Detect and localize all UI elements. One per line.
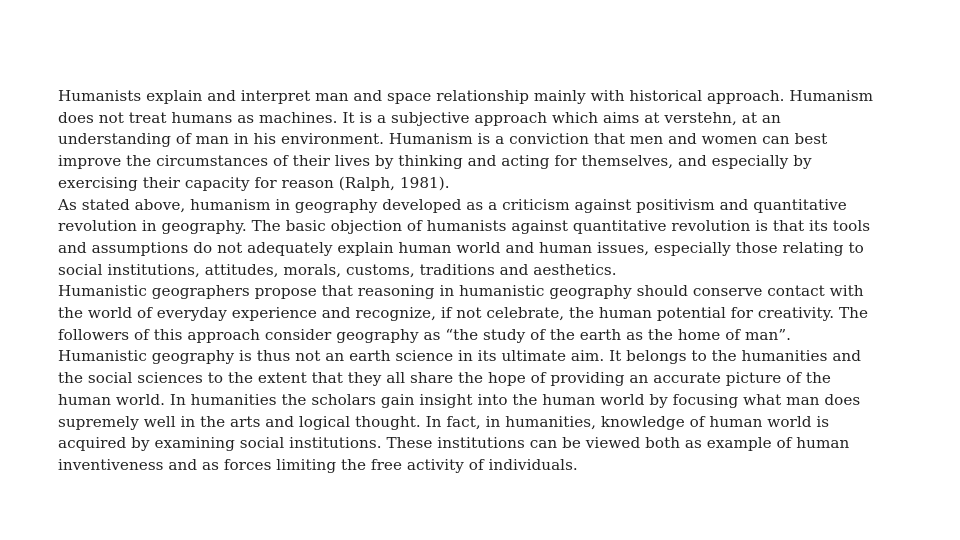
paragraph-everyday-experience: Humanistic geographers propose that reasoning in humanistic geography should conserve contact with the world of everyday experience and recognize, if not celebrate, the human potential for creativity. The followers of this approach consider geography as “the study of the earth as the home of man”. (58, 282, 869, 344)
body-text (58, 86, 888, 477)
paragraph-humanism-definition: Humanists explain and interpret man and space relationship mainly with historical approach. Humanism does not treat humans as machines. It is a subjective approach which aims at verstehn, at an understanding of man in his environment. Humanism is a conviction that men and women can best improve the circumstances of their lives by thinking and acting for themselves, and especially by exercising their capacity for reason (Ralph, 1981). (58, 87, 874, 192)
paragraph-humanities: Humanistic geography is thus not an earth science in its ultimate aim. It belongs to the humanities and the social sciences to the extent that they all share the hope of providing an accurate picture of the human world. In humanities the scholars gain insight into the human world by focusing what man does supremely well in the arts and logical thought. In fact, in humanities, knowledge of human world is acquired by examining social institutions. These institutions can be viewed both as example of human inventiveness and as forces limiting the free activity of individuals. (58, 347, 862, 474)
paragraph-criticism-of-positivism: As stated above, humanism in geography developed as a criticism against positivism and quantitative revolution in geography. The basic objection of humanists against quantitative revolution is that its tools and assumptions do not adequately explain human world and human issues, especially those relating to social institutions, attitudes, morals, customs, traditions and aesthetics. (58, 195, 871, 279)
